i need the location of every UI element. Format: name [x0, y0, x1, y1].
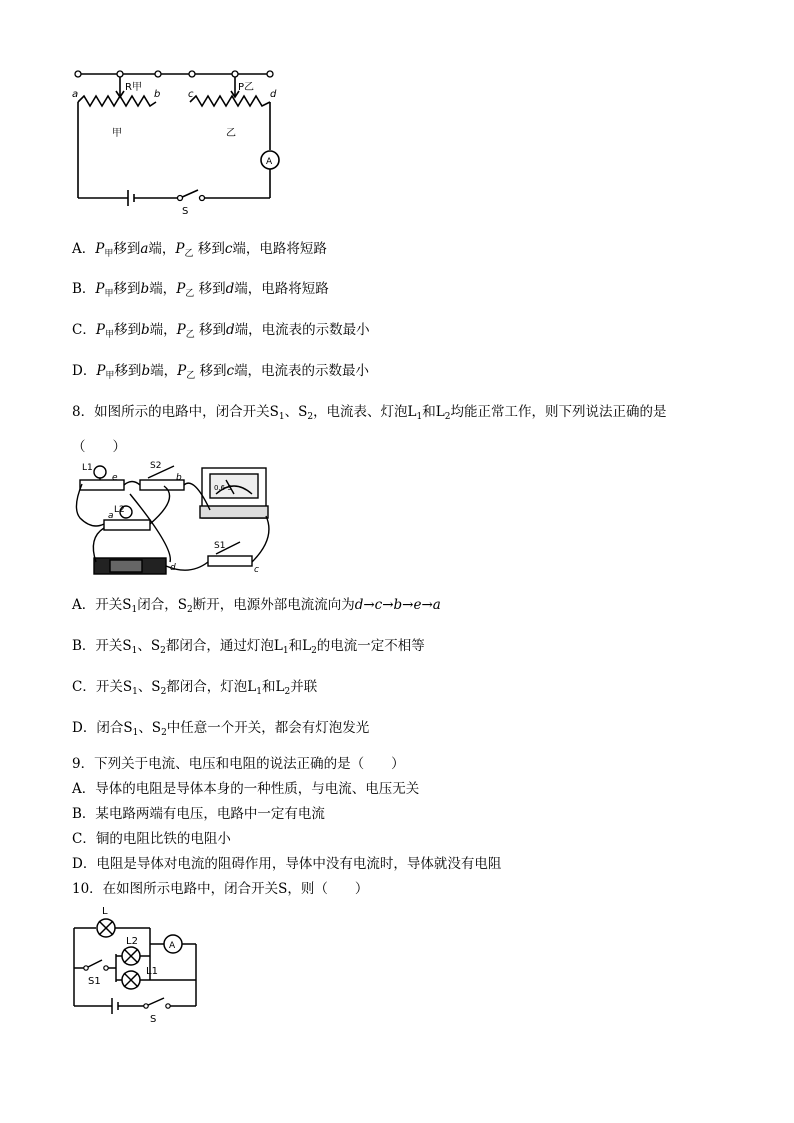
label-c: c: [188, 89, 194, 100]
switch-label: S: [182, 206, 189, 214]
q9-option-d: D．电阻是导体对电流的阻碍作用，导体中没有电流时，导体就没有电阻: [72, 856, 502, 872]
label-r-jia: R甲: [125, 82, 142, 93]
fig2-label-e: e: [112, 473, 118, 483]
figure-physical-circuit: [70, 458, 280, 586]
q8-option-d: D．闭合$S_1$、$S_2$中任意一个开关，都会有灯泡发光: [72, 720, 370, 738]
fig3-label-l2: L2: [126, 936, 138, 947]
q8-option-a: A．开关$S_1$闭合，$S_2$断开，电源外部电流流向为d→c→b→e→a: [72, 597, 441, 615]
label-jia: 甲: [112, 128, 122, 139]
q10-stem: 10．在如图所示电路中，闭合开关S，则（ ）: [72, 881, 369, 897]
figure-lamp-circuit: [68, 902, 208, 1024]
fig2-ammeter-scale: 0.6 3: [214, 484, 232, 492]
fig2-label-a: a: [108, 511, 114, 521]
q8-stem: 8．如图所示的电路中，闭合开关$S_1$、$S_2$，电流表、灯泡$L_1$和$L_2$均能正常工作，则下列说法正确的是: [72, 404, 667, 422]
label-p-yi: P乙: [238, 82, 255, 93]
q9-option-a: A．导体的电阻是导体本身的一种性质，与电流、电压无关: [72, 781, 420, 797]
label-yi: 乙: [226, 128, 236, 139]
label-b: b: [154, 89, 161, 100]
q7-option-b: B．$P_甲$移到b端，$P_乙$ 移到d端，电路将短路: [72, 281, 329, 299]
fig2-label-s2: S2: [150, 461, 162, 471]
fig2-label-l2: L2: [114, 505, 125, 515]
q7-option-d: D．$P_甲$移到b端，$P_乙$ 移到c端，电流表的示数最小: [72, 363, 370, 381]
q8-option-c: C．开关$S_1$、$S_2$都闭合，灯泡$L_1$和$L_2$并联: [72, 679, 318, 697]
fig3-label-s: S: [150, 1014, 157, 1024]
fig3-ammeter-label: A: [169, 941, 176, 951]
fig2-label-d: d: [170, 563, 176, 573]
q9-option-b: B．某电路两端有电压，电路中一定有电流: [72, 806, 325, 822]
q8-answer-paren: （ ）: [72, 439, 126, 455]
fig2-label-b: b: [176, 473, 182, 483]
q7-option-a: A．$P_甲$移到a端，$P_乙$ 移到c端，电路将短路: [72, 241, 327, 259]
fig3-label-l: L: [102, 906, 108, 917]
fig3-label-l1: L1: [146, 966, 158, 977]
figure-rheostat-circuit: [70, 64, 290, 214]
label-d: d: [270, 89, 277, 100]
ammeter-label: A: [266, 157, 273, 167]
q8-option-b: B．开关$S_1$、$S_2$都闭合，通过灯泡$L_1$和$L_2$的电流一定不相等: [72, 638, 425, 656]
q9-option-c: C．铜的电阻比铁的电阻小: [72, 831, 231, 847]
fig2-label-s1: S1: [214, 541, 226, 551]
fig2-label-c: c: [254, 565, 259, 575]
fig2-label-l1: L1: [82, 463, 93, 473]
fig3-label-s1: S1: [88, 976, 101, 987]
q7-option-c: C．$P_甲$移到b端，$P_乙$ 移到d端，电流表的示数最小: [72, 322, 370, 340]
label-a: a: [72, 89, 79, 100]
q9-stem: 9．下列关于电流、电压和电阻的说法正确的是（ ）: [72, 756, 405, 772]
